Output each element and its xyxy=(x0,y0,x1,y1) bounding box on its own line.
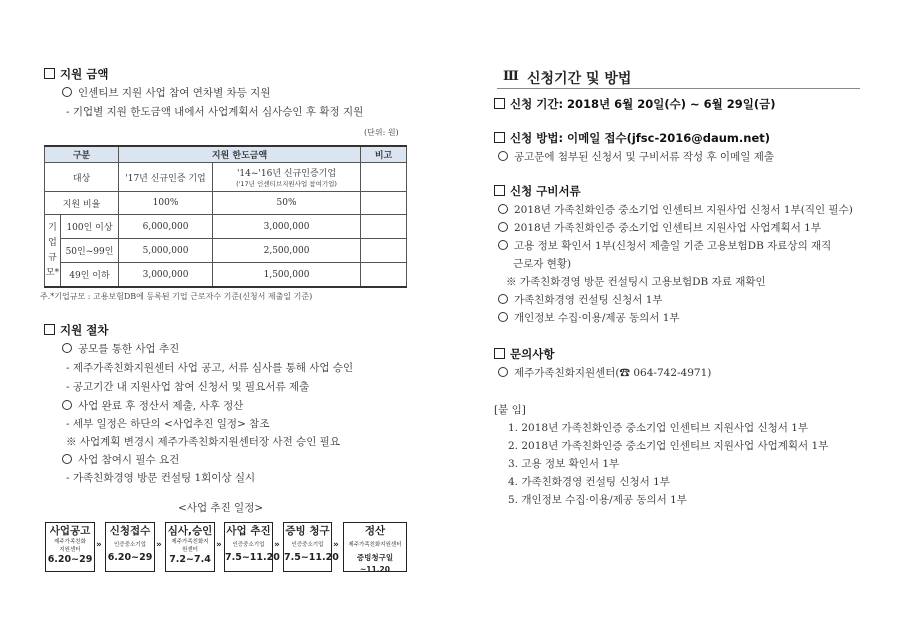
procedure-note: ※ 사업계획 변경시 제주가족친화지원센터장 사전 승인 필요 xyxy=(66,436,340,448)
support-amount-heading: 지원 금액 xyxy=(44,66,108,82)
attachments-heading: [붙 임] xyxy=(494,404,526,416)
header-note: 비고 xyxy=(361,146,407,163)
method-heading: 신청 방법: 이메일 접수(jfsc-2016@daum.net) xyxy=(494,130,770,146)
schedule-step-settlement: 정산 제주가족친화지원센터 증빙청구일~11.20 xyxy=(343,522,407,572)
schedule-step-review: 심사,승인 제주가족친화지원센터 7.2~7.4 xyxy=(165,522,215,572)
schedule-step-evidence: 증빙 청구 인증중소기업 7.5~11.20 xyxy=(283,522,332,572)
table-footnote: 주.*기업규모 : 고용보험DB에 등록된 기업 근로자수 기준(신청서 제출일 기준) xyxy=(40,292,313,301)
schedule-step-execution: 사업 추진 인증중소기업 7.5~11.20 xyxy=(224,522,273,572)
circle-bullet-icon xyxy=(498,204,508,214)
circle-bullet-icon xyxy=(498,367,508,377)
procedure-line: - 공고기간 내 지원사업 참여 신청서 및 필요서류 제출 xyxy=(66,381,310,393)
schedule-step-announce: 사업공고 제주가족친화 지원센터 6.20~29 xyxy=(45,522,95,572)
circle-bullet-icon xyxy=(498,151,508,161)
ratio-label: 지원 비율 xyxy=(45,192,119,215)
size-group-label: 기 업 규 모* xyxy=(45,215,61,288)
circle-bullet-icon xyxy=(498,240,508,250)
circle-bullet-icon xyxy=(498,312,508,322)
attachment-item: 1. 2018년 가족친화인증 중소기업 인센티브 지원사업 신청서 1부 xyxy=(508,422,809,434)
support-amount-bullet: 인센티브 지원 사업 참여 연차별 차등 지원 xyxy=(62,85,270,100)
arrow-right-icon: » xyxy=(274,540,280,550)
period-heading: 신청 기간: 2018년 6월 20일(수) ~ 6월 29일(금) xyxy=(494,96,776,112)
schedule-step-application: 신청접수 인증중소기업 6.20~29 xyxy=(105,522,155,572)
procedure-line: - 제주가족친화지원센터 사업 공고, 서류 심사를 통해 사업 승인 xyxy=(66,362,354,374)
target-col1: '17년 신규인증 기업 xyxy=(119,163,213,192)
method-bullet: 공고문에 첨부된 신청서 및 구비서류 작성 후 이메일 제출 xyxy=(498,149,774,164)
procedure-line: 사업 완료 후 정산서 제출, 사후 정산 xyxy=(62,398,243,413)
attachment-item: 4. 가족친화경영 컨설팅 신청서 1부 xyxy=(508,476,670,488)
document-item: 개인정보 수집·이용/제공 동의서 1부 xyxy=(498,310,680,325)
square-bullet-icon xyxy=(494,132,505,143)
document-item-cont: 근로자 현황) xyxy=(513,258,572,270)
section-number: Ⅲ xyxy=(503,69,519,84)
document-item: 2018년 가족친화인증 중소기업 인센티브 지원사업 신청서 1부(직인 필수) xyxy=(498,202,853,217)
section-title xyxy=(497,66,860,89)
arrow-right-icon: » xyxy=(96,540,102,550)
contact-heading: 문의사항 xyxy=(494,346,554,362)
support-amount-table xyxy=(44,145,407,288)
circle-bullet-icon xyxy=(62,400,72,410)
attachment-item: 3. 고용 정보 확인서 1부 xyxy=(508,458,620,470)
documents-heading: 신청 구비서류 xyxy=(494,183,581,199)
attachment-item: 2. 2018년 가족친화인증 중소기업 인센티브 지원사업 사업계획서 1부 xyxy=(508,440,829,452)
attachment-item: 5. 개인정보 수집·이용/제공 동의서 1부 xyxy=(508,494,687,506)
section-title-text: 신청기간 및 방법 xyxy=(527,71,632,87)
table-row: 지원 비율 100% 50% xyxy=(45,192,407,215)
arrow-right-icon: » xyxy=(156,540,162,550)
table-row: 기 업 규 모* 100인 이상 6,000,000 3,000,000 xyxy=(45,215,407,239)
procedure-line: - 가족친화경영 방문 컨설팅 1회이상 실시 xyxy=(66,472,256,484)
square-bullet-icon xyxy=(494,98,505,109)
circle-bullet-icon xyxy=(498,294,508,304)
header-category: 구분 xyxy=(45,146,119,163)
arrow-right-icon: » xyxy=(216,540,222,550)
header-limit: 지원 한도금액 xyxy=(119,146,361,163)
square-bullet-icon xyxy=(494,348,505,359)
table-header-row xyxy=(45,146,407,163)
document-item: 가족친화경영 컨설팅 신청서 1부 xyxy=(498,292,663,307)
document-item: 2018년 가족친화인증 중소기업 인센티브 지원사업 사업계획서 1부 xyxy=(498,220,821,235)
target-col2: '14~'16년 신규인증기업 ('17년 인센티브지원사업 참여기업) xyxy=(213,163,361,192)
table-row: 49인 이하 3,000,000 1,500,000 xyxy=(45,263,407,288)
circle-bullet-icon xyxy=(62,343,72,353)
circle-bullet-icon xyxy=(498,222,508,232)
circle-bullet-icon xyxy=(62,87,72,97)
document-item: 고용 정보 확인서 1부(신청서 제출일 기준 고용보험DB 자료상의 재직 xyxy=(498,238,831,253)
square-bullet-icon xyxy=(44,324,55,335)
procedure-line: 공모를 통한 사업 추진 xyxy=(62,341,179,356)
document-note: ※ 가족친화경영 방문 컨설팅시 고용보험DB 자료 재확인 xyxy=(506,276,766,288)
procedure-heading: 지원 절차 xyxy=(44,322,108,338)
table-row: 50인~99인 5,000,000 2,500,000 xyxy=(45,239,407,263)
procedure-line: 사업 참여시 필수 요건 xyxy=(62,452,179,467)
schedule-title: <사업 추진 일정> xyxy=(178,502,264,514)
table-row xyxy=(45,163,407,192)
contact-item: 제주가족친화지원센터(☎ 064-742-4971) xyxy=(498,365,711,380)
procedure-line: - 세부 일정은 하단의 <사업추진 일정> 참조 xyxy=(66,418,270,430)
circle-bullet-icon xyxy=(62,454,72,464)
square-bullet-icon xyxy=(44,68,55,79)
support-amount-sub: - 기업별 지원 한도금액 내에서 사업계획서 심사승인 후 확정 지원 xyxy=(66,106,364,118)
arrow-right-icon: » xyxy=(333,540,339,550)
unit-label: (단위: 원) xyxy=(364,128,399,137)
target-label: 대상 xyxy=(45,163,119,192)
square-bullet-icon xyxy=(494,185,505,196)
